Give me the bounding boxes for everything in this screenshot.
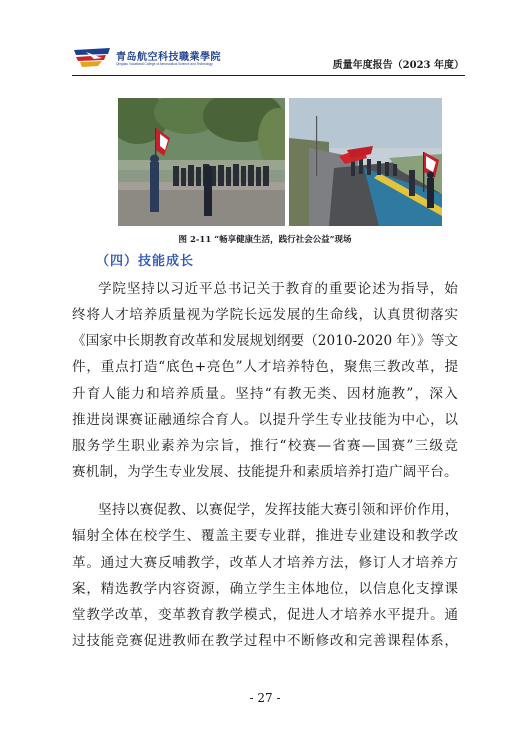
body-line: 升育人能力和培养质量。坚持“有教无类、因材施教”，深入 xyxy=(72,386,459,402)
header-divider xyxy=(72,75,465,76)
page-number: - 27 - xyxy=(249,691,281,705)
body-line: 服务学生职业素养为宗旨，推行“校赛—省赛—国赛”三级竞 xyxy=(72,438,459,454)
section-heading: （四）技能成长 xyxy=(96,254,195,269)
body-line: 学院坚持以习近平总书记关于教育的重要论述为指导，始 xyxy=(98,281,459,297)
body-line: 案，精选教学内容资源，确立学生主体地位，以信息化支撑课 xyxy=(72,581,459,597)
figure-caption: 图 2-11 “畅享健康生活，践行社会公益”现场 xyxy=(178,235,352,245)
body-line: 堂教学改革，变革教育教学模式，促进人才培养水平提升。通 xyxy=(72,607,459,623)
body-line: 件，重点打造“底色+亮色”人才培养特色，聚焦三教改革，提 xyxy=(72,359,459,375)
page-header xyxy=(72,46,464,74)
body-line: 《国家中长期教育改革和发展规划纲要（2010-2020 年）》等文 xyxy=(72,333,459,349)
report-title: 质量年度报告（2023 年度） xyxy=(332,60,464,71)
body-line: 赛机制，为学生专业发展、技能提升和素质培养打造广阔平台。 xyxy=(72,464,458,480)
body-line: 推进岗课赛证融通综合育人。以提升学生专业技能为中心，以 xyxy=(72,412,459,428)
body-line: 辐射全体在校学生、覆盖主要专业群，推进专业建设和教学改 xyxy=(72,528,459,544)
college-logo xyxy=(72,46,112,70)
event-photo-right xyxy=(289,98,442,226)
event-photo-left xyxy=(118,98,285,226)
school-name: 青岛航空科技職業學院 xyxy=(116,52,221,63)
body-line: 过技能竞赛促进教师在教学过程中不断修改和完善课程体系， xyxy=(72,633,459,649)
school-name-english: Qingdao Vocational College of Aeronautical Science and Technology xyxy=(116,62,213,66)
body-line: 坚持以赛促教、以赛促学，发挥技能大赛引领和评价作用， xyxy=(98,502,459,518)
body-line: 终将人才培养质量视为学院长远发展的生命线，认真贯彻落实 xyxy=(72,307,459,323)
body-line: 革。通过大赛反哺教学，改革人才培养方法，修订人才培养方 xyxy=(72,555,459,571)
